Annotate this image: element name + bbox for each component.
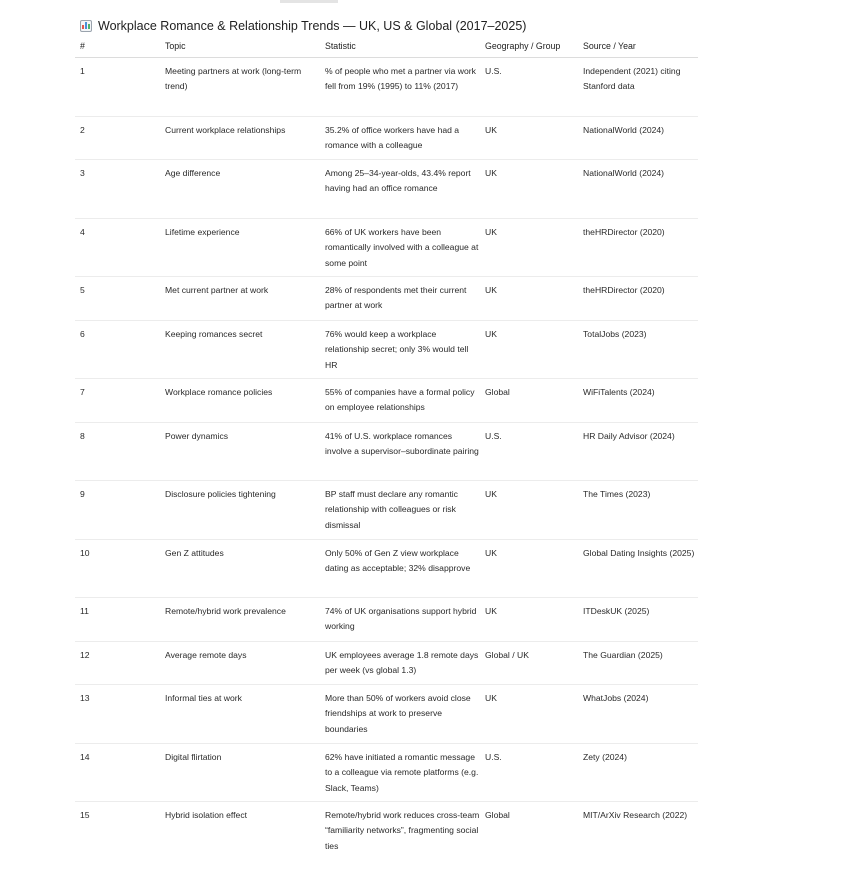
- cell-geography: UK: [480, 277, 578, 321]
- statistics-table: [75, 37, 698, 860]
- cell-statistic: % of people who met a partner via work fell from 19% (1995) to 11% (2017): [320, 58, 480, 117]
- cell-source: Global Dating Insights (2025): [578, 540, 698, 598]
- cell-statistic: 28% of respondents met their current partner at work: [320, 277, 480, 321]
- table-row: [75, 685, 698, 744]
- cell-num: 11: [75, 598, 160, 642]
- cell-statistic: 55% of companies have a formal policy on employee relationships: [320, 379, 480, 423]
- cell-num: 10: [75, 540, 160, 598]
- cell-geography: UK: [480, 481, 578, 540]
- cell-geography: UK: [480, 540, 578, 598]
- cell-topic: Average remote days: [160, 642, 320, 685]
- cell-source: The Times (2023): [578, 481, 698, 540]
- table-row: [75, 598, 698, 642]
- cell-num: 3: [75, 160, 160, 219]
- table-row: [75, 481, 698, 540]
- cell-topic: Workplace romance policies: [160, 379, 320, 423]
- cell-statistic: Remote/hybrid work reduces cross-team “familiarity networks”, fragmenting social ties: [325, 810, 480, 851]
- cell-geography: UK: [480, 598, 578, 642]
- column-header-geography: Geography / Group: [480, 37, 578, 58]
- cell-topic: Age difference: [160, 160, 320, 219]
- cell-num: 15: [80, 810, 90, 820]
- cell-topic: Hybrid isolation effect: [165, 810, 248, 820]
- cell-num: 6: [75, 321, 160, 379]
- cell-topic: Keeping romances secret: [160, 321, 320, 379]
- cell-statistic: BP staff must declare any romantic relationship with colleagues or risk dismissal: [320, 481, 480, 540]
- cell-topic: Disclosure policies tightening: [160, 481, 320, 540]
- cell-statistic: 35.2% of office workers have had a romance with a colleague: [320, 117, 480, 160]
- table-row: [75, 802, 698, 860]
- cell-topic: Current workplace relationships: [160, 117, 320, 160]
- cell-geography: U.S.: [480, 423, 578, 481]
- cell-source: The Guardian (2025): [578, 642, 698, 685]
- cell-topic: Gen Z attitudes: [160, 540, 320, 598]
- cell-geography: UK: [480, 160, 578, 219]
- cell-geography: UK: [480, 685, 578, 744]
- cell-num: 5: [75, 277, 160, 321]
- cell-num: 13: [75, 685, 160, 744]
- cell-source: WhatJobs (2024): [578, 685, 698, 744]
- table-row: [75, 423, 698, 481]
- cell-geography: U.S.: [480, 744, 578, 802]
- table-row: [75, 58, 698, 117]
- column-header-topic: Topic: [160, 37, 320, 58]
- cell-num: 2: [75, 117, 160, 160]
- cell-source: HR Daily Advisor (2024): [578, 423, 698, 481]
- cell-topic: Lifetime experience: [160, 219, 320, 277]
- table-row: [75, 117, 698, 160]
- column-header-num: #: [75, 37, 160, 58]
- cell-topic: Met current partner at work: [160, 277, 320, 321]
- top-tab-indicator: [280, 0, 338, 3]
- cell-topic: Informal ties at work: [160, 685, 320, 744]
- table-row: [75, 321, 698, 379]
- cell-num: 8: [75, 423, 160, 481]
- table-row: [75, 160, 698, 219]
- cell-geography: Global: [480, 379, 578, 423]
- cell-statistic: 76% would keep a workplace relationship secret; only 3% would tell HR: [320, 321, 480, 379]
- column-header-statistic: Statistic: [320, 37, 480, 58]
- page-title: [80, 17, 526, 35]
- cell-geography: UK: [480, 117, 578, 160]
- cell-geography: U.S.: [480, 58, 578, 117]
- cell-statistic: Among 25–34-year-olds, 43.4% report having had an office romance: [320, 160, 480, 219]
- cell-source: NationalWorld (2024): [578, 160, 698, 219]
- cell-statistic: 62% have initiated a romantic message to a colleague via remote platforms (e.g. Slack, Teams): [320, 744, 480, 802]
- cell-num: 4: [75, 219, 160, 277]
- cell-geography: UK: [480, 219, 578, 277]
- table-row: [75, 540, 698, 598]
- cell-num: 7: [75, 379, 160, 423]
- cell-geography: Global: [485, 810, 510, 820]
- cell-topic: Remote/hybrid work prevalence: [160, 598, 320, 642]
- table-row: [75, 744, 698, 802]
- column-header-source: Source / Year: [578, 37, 698, 58]
- cell-source: WiFiTalents (2024): [578, 379, 698, 423]
- cell-source: Zety (2024): [578, 744, 698, 802]
- cell-source: MIT/ArXiv Research (2022): [583, 810, 688, 820]
- cell-source: NationalWorld (2024): [578, 117, 698, 160]
- page-title-text: Workplace Romance & Relationship Trends — UK, US & Global (2017–2025): [98, 19, 527, 33]
- cell-statistic: Only 50% of Gen Z view workplace dating as acceptable; 32% disapprove: [320, 540, 480, 598]
- bar-chart-icon: [80, 20, 92, 32]
- cell-source: Independent (2021) citing Stanford data: [578, 58, 698, 117]
- table-header-row: [75, 37, 698, 58]
- cell-topic: Power dynamics: [160, 423, 320, 481]
- cell-statistic: UK employees average 1.8 remote days per week (vs global 1.3): [320, 642, 480, 685]
- table-row: [75, 219, 698, 277]
- cell-statistic: 74% of UK organisations support hybrid working: [320, 598, 480, 642]
- cell-topic: Meeting partners at work (long-term trend): [160, 58, 320, 117]
- cell-statistic: More than 50% of workers avoid close friendships at work to preserve boundaries: [320, 685, 480, 744]
- cell-source: theHRDirector (2020): [578, 277, 698, 321]
- cell-topic: Digital flirtation: [160, 744, 320, 802]
- table-row: [75, 277, 698, 321]
- table-row: [75, 379, 698, 423]
- table-row: [75, 642, 698, 685]
- cell-num: 1: [75, 58, 160, 117]
- cell-statistic: 41% of U.S. workplace romances involve a supervisor–subordinate pairing: [320, 423, 480, 481]
- cell-num: 9: [75, 481, 160, 540]
- cell-source: theHRDirector (2020): [578, 219, 698, 277]
- cell-num: 14: [75, 744, 160, 802]
- cell-geography: UK: [480, 321, 578, 379]
- cell-statistic: 66% of UK workers have been romantically involved with a colleague at some point: [320, 219, 480, 277]
- cell-num: 12: [75, 642, 160, 685]
- cell-source: TotalJobs (2023): [578, 321, 698, 379]
- cell-geography: Global / UK: [480, 642, 578, 685]
- cell-source: ITDeskUK (2025): [578, 598, 698, 642]
